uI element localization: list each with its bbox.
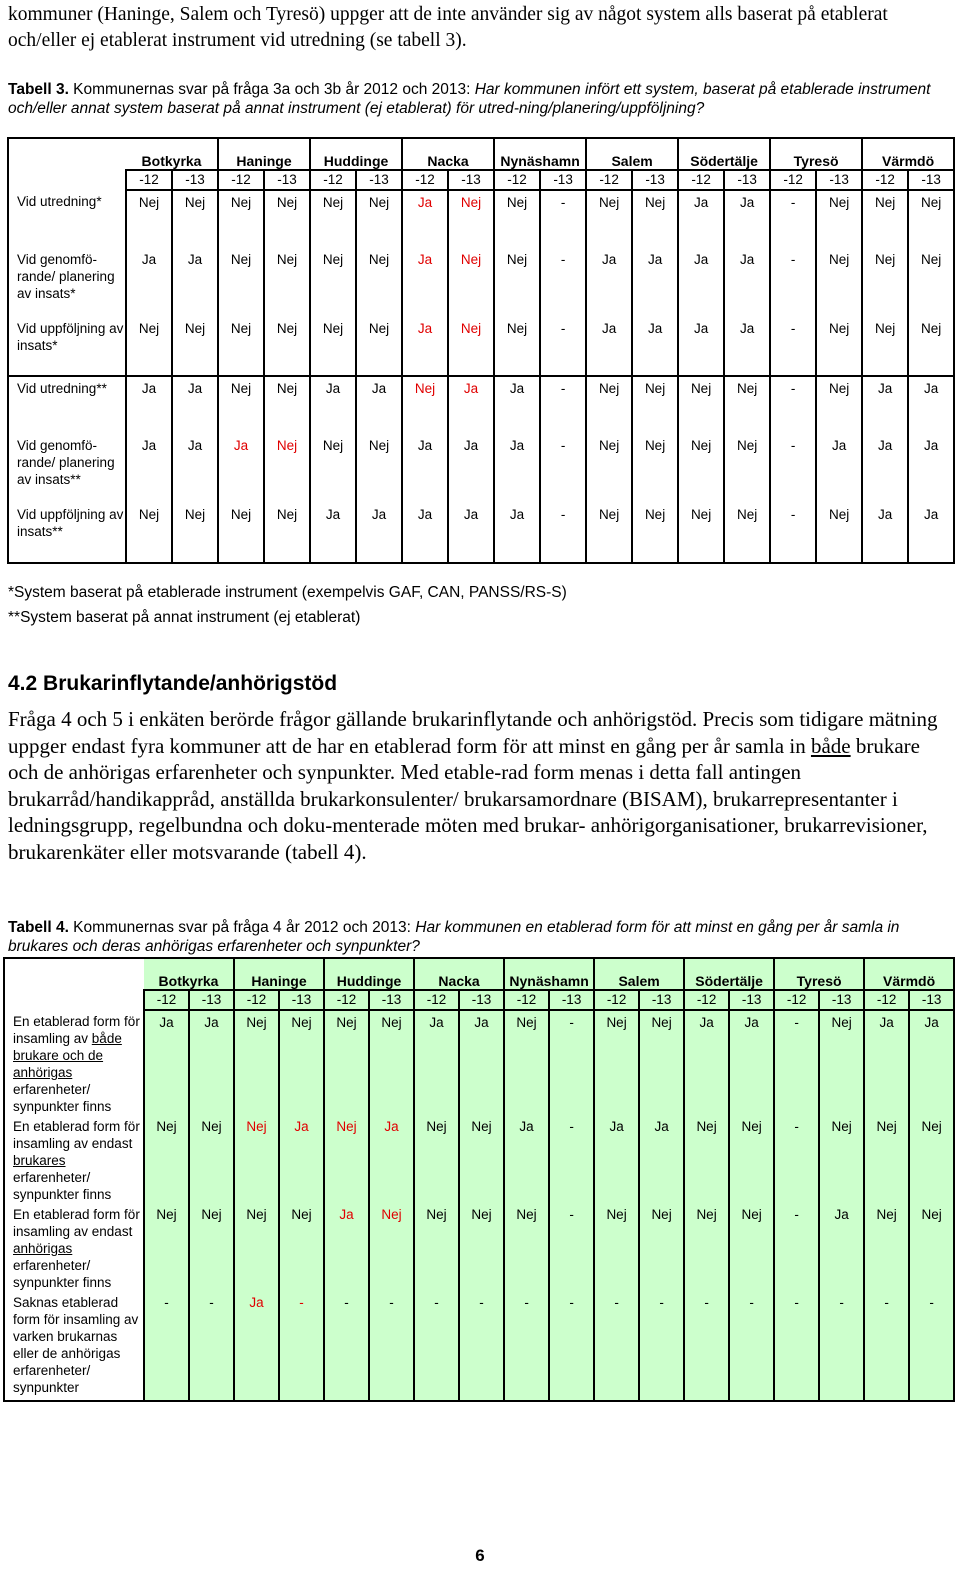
table4-caption-label: Tabell 4. <box>8 919 69 936</box>
table4-municipality-header: Tyresö <box>774 958 864 990</box>
table3-value-cell: Ja <box>172 248 218 317</box>
table4-value-cell: - <box>729 1291 774 1401</box>
table4-value-cell: Nej <box>369 1010 414 1115</box>
table3-value-cell: Nej <box>448 248 494 317</box>
table4-year-header: -13 <box>549 990 594 1010</box>
table3-value-cell: Ja <box>126 248 172 317</box>
table4-row-label-text: erfarenheter/ synpunkter finns <box>13 1170 112 1202</box>
table3-value-cell: - <box>770 248 816 317</box>
table3-data-row <box>8 503 954 563</box>
table4-municipality-header: Haninge <box>234 958 324 990</box>
table3-value-cell: Ja <box>310 376 356 434</box>
body-paragraph <box>8 706 938 865</box>
table4-value-cell: Nej <box>279 1203 324 1291</box>
table4-year-header: -12 <box>234 990 279 1010</box>
table4-value-cell: Nej <box>729 1203 774 1291</box>
table3-value-cell: Nej <box>310 248 356 317</box>
table3-value-cell: Ja <box>862 376 908 434</box>
table4-municipality-header: Nacka <box>414 958 504 990</box>
table3-value-cell: Nej <box>126 317 172 376</box>
table3-value-cell: Nej <box>264 503 310 563</box>
table4-row-label <box>4 1115 144 1203</box>
table3-value-cell: Nej <box>678 503 724 563</box>
table3-value-cell: Ja <box>724 248 770 317</box>
table3-year-header: -13 <box>356 170 402 190</box>
table4-value-cell: Nej <box>459 1203 504 1291</box>
table3-year-header: -13 <box>724 170 770 190</box>
table4-value-cell: Ja <box>234 1291 279 1401</box>
table3-value-cell: Nej <box>494 317 540 376</box>
table3-row-label: Vid uppföljning av insats** <box>8 503 126 563</box>
table3-value-cell: Nej <box>816 503 862 563</box>
table3-value-cell: Ja <box>448 503 494 563</box>
table4-value-cell: - <box>549 1115 594 1203</box>
page-number: 6 <box>475 1546 485 1565</box>
table3-year-header: -12 <box>402 170 448 190</box>
table3-value-cell: Nej <box>264 248 310 317</box>
table4-value-cell: Nej <box>684 1203 729 1291</box>
table4-municipality-header: Botkyrka <box>144 958 234 990</box>
table4-row-label-emphasis: både brukare och de anhörigas <box>13 1031 122 1080</box>
table3-value-cell: Nej <box>356 317 402 376</box>
table4-value-cell: Nej <box>819 1115 864 1203</box>
table4-value-cell: Nej <box>234 1010 279 1115</box>
table4-year-header: -13 <box>189 990 234 1010</box>
table4-value-cell: Ja <box>504 1115 549 1203</box>
table3-value-cell: Nej <box>448 317 494 376</box>
table3-value-cell: Nej <box>862 248 908 317</box>
table4-value-cell: Nej <box>234 1115 279 1203</box>
table4-row-label-text: Saknas etablerad form för insamling av varken brukarnas eller de anhörigas erfarenheter/ synpunkter <box>13 1295 139 1395</box>
table3-value-cell: Nej <box>908 190 954 248</box>
table4-row-label <box>4 1010 144 1115</box>
table3-value-cell: Ja <box>862 503 908 563</box>
table3-value-cell: Nej <box>862 190 908 248</box>
table3-value-cell: Nej <box>586 190 632 248</box>
table4-value-cell: Ja <box>279 1115 324 1203</box>
table4-municipality-row <box>4 958 954 990</box>
table3-year-header: -13 <box>172 170 218 190</box>
table3-value-cell: - <box>540 376 586 434</box>
table4-value-cell: Ja <box>459 1010 504 1115</box>
table4-value-cell: Ja <box>414 1010 459 1115</box>
table4-value-cell: - <box>279 1291 324 1401</box>
table3-value-cell: Ja <box>908 376 954 434</box>
table3-year-header: -12 <box>678 170 724 190</box>
table3-value-cell: Nej <box>218 317 264 376</box>
table3-value-cell: Nej <box>724 503 770 563</box>
table3-value-cell: Ja <box>862 434 908 503</box>
table3-value-cell: Nej <box>310 317 356 376</box>
table3-corner-cell <box>8 138 126 190</box>
table3-value-cell: Ja <box>402 503 448 563</box>
table3-value-cell: Nej <box>310 190 356 248</box>
table3-value-cell: Nej <box>264 376 310 434</box>
table3-municipality-header: Huddinge <box>310 138 402 170</box>
table3-value-cell: Nej <box>218 503 264 563</box>
table3-value-cell: - <box>540 503 586 563</box>
table3-value-cell: Ja <box>172 434 218 503</box>
table3-row-label: Vid uppföljning av insats* <box>8 317 126 376</box>
table4-row-label-emphasis: anhörigas <box>13 1241 73 1256</box>
table3-value-cell: - <box>540 434 586 503</box>
table3-year-header: -12 <box>770 170 816 190</box>
table3-value-cell: Nej <box>126 503 172 563</box>
table4-year-header: -13 <box>369 990 414 1010</box>
table3-row-label: Vid utredning* <box>8 190 126 248</box>
table4-value-cell: Ja <box>864 1010 909 1115</box>
table3-year-header: -13 <box>908 170 954 190</box>
table3-value-cell: Ja <box>494 434 540 503</box>
table3-caption-label: Tabell 3. <box>8 81 69 98</box>
table3-row-label: Vid utredning** <box>8 376 126 434</box>
table4-row-label-text: erfarenheter/ synpunkter finns <box>13 1082 112 1114</box>
table4-value-cell: Nej <box>144 1203 189 1291</box>
section-heading: 4.2 Brukarinflytande/anhörigstöd <box>8 672 338 695</box>
table3-data-row <box>8 376 954 434</box>
table3-value-cell: - <box>540 317 586 376</box>
table4-value-cell: Nej <box>324 1010 369 1115</box>
table3-value-cell: Ja <box>126 434 172 503</box>
table4-value-cell: - <box>504 1291 549 1401</box>
table3-value-cell: Ja <box>494 376 540 434</box>
table3-municipality-header: Nynäshamn <box>494 138 586 170</box>
table3-municipality-header: Södertälje <box>678 138 770 170</box>
table4-value-cell: Nej <box>504 1010 549 1115</box>
table4-year-header: -12 <box>414 990 459 1010</box>
table3-value-cell: Nej <box>264 317 310 376</box>
table4-value-cell: Nej <box>864 1115 909 1203</box>
table3-value-cell: Nej <box>218 376 264 434</box>
table4-value-cell: - <box>549 1291 594 1401</box>
table3-year-header: -13 <box>264 170 310 190</box>
table3-data-row <box>8 434 954 503</box>
table3-value-cell: - <box>770 503 816 563</box>
table4-value-cell: - <box>369 1291 414 1401</box>
table4-value-cell: - <box>189 1291 234 1401</box>
table3-year-header: -13 <box>816 170 862 190</box>
table3-value-cell: Ja <box>632 317 678 376</box>
table4-value-cell: Nej <box>459 1115 504 1203</box>
table3-value-cell: Nej <box>126 190 172 248</box>
table3-value-cell: Ja <box>678 248 724 317</box>
table3-data-row <box>8 248 954 317</box>
table4-municipality-header: Södertälje <box>684 958 774 990</box>
table3-value-cell: Nej <box>816 376 862 434</box>
table4-value-cell: Ja <box>729 1010 774 1115</box>
table4-value-cell: Nej <box>909 1203 954 1291</box>
table3-value-cell: - <box>540 248 586 317</box>
table4-value-cell: Nej <box>189 1115 234 1203</box>
table4-year-header: -13 <box>459 990 504 1010</box>
table3-value-cell: Nej <box>218 190 264 248</box>
table3-row-label: Vid genomfö-rande/ planering av insats** <box>8 434 126 503</box>
table3-value-cell: Ja <box>402 434 448 503</box>
table4-year-header: -13 <box>729 990 774 1010</box>
table4-value-cell: Nej <box>594 1203 639 1291</box>
body-text-part1: Fråga 4 och 5 i enkäten berörde frågor gällande brukarinflytande och anhörigstöd. Precis som tidigare mätning uppger endast fyra kommuner att de har en etablerad form för att minst en gång per år samla in <box>8 707 938 758</box>
table3-value-cell: Ja <box>908 434 954 503</box>
table3-year-header: -12 <box>218 170 264 190</box>
table3-caption-question: Har kommunen infört ett system, baserat på etablerade instrument och/eller annat system baserat på annat instrument (ej etablerat) för utred-ning/planering/uppföljning? <box>8 81 931 117</box>
table3-year-header: -13 <box>540 170 586 190</box>
table4-value-cell: Nej <box>414 1203 459 1291</box>
table4-value-cell: - <box>774 1010 819 1115</box>
table3-value-cell: Nej <box>310 434 356 503</box>
table3-value-cell: Nej <box>586 503 632 563</box>
table3-value-cell: Ja <box>172 376 218 434</box>
table4-year-header: -12 <box>684 990 729 1010</box>
table4-value-cell: Nej <box>414 1115 459 1203</box>
table4-value-cell: Ja <box>639 1115 684 1203</box>
table4-value-cell: - <box>144 1291 189 1401</box>
table4-year-row <box>4 990 954 1010</box>
table4-municipality-header: Nynäshamn <box>504 958 594 990</box>
table3-value-cell: Ja <box>724 317 770 376</box>
table3-value-cell: Ja <box>816 434 862 503</box>
table4-row-label-text: En etablerad form för insamling av endast <box>13 1207 140 1239</box>
table4-year-header: -12 <box>144 990 189 1010</box>
table4-value-cell: - <box>774 1291 819 1401</box>
table3-value-cell: Nej <box>356 190 402 248</box>
table3-value-cell: Nej <box>632 503 678 563</box>
table3-value-cell: Nej <box>402 376 448 434</box>
table3-caption-text: Kommunernas svar på fråga 3a och 3b år 2012 och 2013: <box>68 81 475 98</box>
table4-row-label-emphasis: brukares <box>13 1153 66 1168</box>
table4-value-cell: Nej <box>909 1115 954 1203</box>
table4-municipality-header: Salem <box>594 958 684 990</box>
table3-municipality-header: Haninge <box>218 138 310 170</box>
footnote-other: **System baserat på annat instrument (ej etablerat) <box>8 609 361 626</box>
table3-value-cell: Nej <box>632 190 678 248</box>
table3-value-cell: - <box>770 190 816 248</box>
table3-municipality-header: Värmdö <box>862 138 954 170</box>
table4-value-cell: Nej <box>684 1115 729 1203</box>
table4-value-cell: - <box>774 1203 819 1291</box>
body-text-part2: brukare och de anhörigas erfarenheter och synpunkter. Med etable-rad form menas i detta fall antingen brukarråd/handikappråd, anställda brukarkonsulenter/ brukarsamordnare (BISAM), brukarrepresentanter i ledningsgrupp, regelbundna och doku-menterade möten med brukar- anhörigorganisationer, brukarrevisioner, brukarenkäter eller motsvarande (tabell 4). <box>8 733 928 864</box>
table4 <box>3 957 955 1402</box>
table3-value-cell: Nej <box>494 248 540 317</box>
table3-value-cell: Nej <box>448 190 494 248</box>
table3-municipality-header: Salem <box>586 138 678 170</box>
table4-value-cell: - <box>414 1291 459 1401</box>
table4-value-cell: Nej <box>639 1203 684 1291</box>
table3-value-cell: Ja <box>632 248 678 317</box>
table4-municipality-header: Värmdö <box>864 958 954 990</box>
table3-value-cell: - <box>540 190 586 248</box>
table4-value-cell: Ja <box>684 1010 729 1115</box>
body-text-underlined: både <box>810 733 851 758</box>
table4-value-cell: Nej <box>144 1115 189 1203</box>
table3-value-cell: Nej <box>264 190 310 248</box>
table4-year-header: -12 <box>594 990 639 1010</box>
table3-value-cell: - <box>770 434 816 503</box>
table4-value-cell: - <box>684 1291 729 1401</box>
table3-value-cell: - <box>770 317 816 376</box>
table4-caption-question: Har kommunen en etablerad form för att minst en gång per år samla in brukares och deras anhörigas erfarenheter och synpunkter? <box>8 919 900 955</box>
table4-value-cell: Nej <box>369 1203 414 1291</box>
table3-value-cell: Ja <box>356 503 402 563</box>
table4-value-cell: Nej <box>324 1115 369 1203</box>
table3-value-cell: Nej <box>724 376 770 434</box>
table3-value-cell: Nej <box>678 434 724 503</box>
table3-value-cell: Ja <box>310 503 356 563</box>
table4-value-cell: Ja <box>819 1203 864 1291</box>
intro-paragraph: kommuner (Haninge, Salem och Tyresö) uppger att de inte använder sig av något system alls baserat på etablerat och/eller ej etablerat instrument vid utredning (se tabell 3). <box>8 4 888 51</box>
table3-value-cell: Ja <box>126 376 172 434</box>
footnote-established: *System baserat på etablerade instrument (exempelvis GAF, CAN, PANSS/RS-S) <box>8 584 567 601</box>
table4-row-label-text: En etablerad form för insamling av <box>13 1014 140 1046</box>
table3-value-cell: Nej <box>816 317 862 376</box>
table3-row-label: Vid genomfö-rande/ planering av insats* <box>8 248 126 317</box>
table4-row-label-text: erfarenheter/ synpunkter finns <box>13 1258 112 1290</box>
table4-municipality-header: Huddinge <box>324 958 414 990</box>
table4-year-header: -12 <box>504 990 549 1010</box>
table3-year-row <box>8 170 954 190</box>
table4-value-cell: - <box>549 1203 594 1291</box>
table4-value-cell: Ja <box>324 1203 369 1291</box>
table3-value-cell: Nej <box>724 434 770 503</box>
table3-data-row <box>8 317 954 376</box>
table3-value-cell: Nej <box>862 317 908 376</box>
table4-caption-text: Kommunernas svar på fråga 4 år 2012 och 2013: <box>68 919 416 936</box>
table3-value-cell: Nej <box>264 434 310 503</box>
table3 <box>7 137 955 564</box>
table3-value-cell: Nej <box>172 317 218 376</box>
table3-value-cell: Nej <box>632 434 678 503</box>
table3-value-cell: Ja <box>586 317 632 376</box>
table4-caption <box>8 918 948 956</box>
table3-value-cell: Ja <box>678 190 724 248</box>
table3-year-header: -12 <box>126 170 172 190</box>
table3-municipality-row <box>8 138 954 170</box>
table3-municipality-header: Nacka <box>402 138 494 170</box>
table3-value-cell: Ja <box>586 248 632 317</box>
table4-data-row <box>4 1291 954 1401</box>
table3-value-cell: Nej <box>218 248 264 317</box>
table3-value-cell: Ja <box>678 317 724 376</box>
table4-data-row <box>4 1203 954 1291</box>
table3-value-cell: Nej <box>816 248 862 317</box>
table3-year-header: -12 <box>494 170 540 190</box>
table3-year-header: -12 <box>862 170 908 190</box>
table3-value-cell: - <box>770 376 816 434</box>
table4-value-cell: Nej <box>639 1010 684 1115</box>
table4-data-row <box>4 1010 954 1115</box>
table4-value-cell: Nej <box>189 1203 234 1291</box>
table3-municipality-header: Tyresö <box>770 138 862 170</box>
table3-value-cell: Ja <box>908 503 954 563</box>
table3-value-cell: Ja <box>218 434 264 503</box>
table3-year-header: -13 <box>448 170 494 190</box>
table3-value-cell: Nej <box>908 317 954 376</box>
table4-data-row <box>4 1115 954 1203</box>
table3-year-header: -12 <box>586 170 632 190</box>
table3-year-header: -13 <box>632 170 678 190</box>
table3-value-cell: Nej <box>356 434 402 503</box>
table4-year-header: -12 <box>324 990 369 1010</box>
table4-year-header: -13 <box>909 990 954 1010</box>
table3-value-cell: Nej <box>632 376 678 434</box>
table4-value-cell: Nej <box>819 1010 864 1115</box>
table4-value-cell: - <box>459 1291 504 1401</box>
table3-municipality-header: Botkyrka <box>126 138 218 170</box>
table4-value-cell: Ja <box>909 1010 954 1115</box>
table4-value-cell: Nej <box>234 1203 279 1291</box>
table4-value-cell: - <box>819 1291 864 1401</box>
table4-year-header: -13 <box>279 990 324 1010</box>
table3-value-cell: Ja <box>356 376 402 434</box>
table4-value-cell: Nej <box>594 1010 639 1115</box>
table4-value-cell: - <box>639 1291 684 1401</box>
table3-value-cell: Nej <box>356 248 402 317</box>
table3-value-cell: Ja <box>724 190 770 248</box>
table4-value-cell: Ja <box>144 1010 189 1115</box>
table4-value-cell: Ja <box>189 1010 234 1115</box>
table3-value-cell: Ja <box>494 503 540 563</box>
table4-value-cell: - <box>594 1291 639 1401</box>
table3-value-cell: Nej <box>586 434 632 503</box>
table3-data-row <box>8 190 954 248</box>
table3-caption <box>8 80 948 118</box>
table4-value-cell: - <box>324 1291 369 1401</box>
table3-value-cell: Ja <box>402 317 448 376</box>
table4-value-cell: - <box>774 1115 819 1203</box>
table3-value-cell: Nej <box>172 190 218 248</box>
table4-value-cell: Ja <box>594 1115 639 1203</box>
table4-corner-cell <box>4 958 144 1010</box>
table3-value-cell: Nej <box>816 190 862 248</box>
table4-row-label <box>4 1203 144 1291</box>
table3-value-cell: Nej <box>678 376 724 434</box>
table4-value-cell: - <box>864 1291 909 1401</box>
table4-value-cell: Ja <box>369 1115 414 1203</box>
table4-year-header: -12 <box>864 990 909 1010</box>
table4-row-label-text: En etablerad form för insamling av endast <box>13 1119 140 1151</box>
table4-value-cell: - <box>549 1010 594 1115</box>
table4-year-header: -12 <box>774 990 819 1010</box>
table3-value-cell: Ja <box>448 376 494 434</box>
table3-value-cell: Ja <box>448 434 494 503</box>
table4-value-cell: Nej <box>729 1115 774 1203</box>
table4-value-cell: Nej <box>504 1203 549 1291</box>
table4-row-label <box>4 1291 144 1401</box>
table4-value-cell: Nej <box>279 1010 324 1115</box>
table3-value-cell: Nej <box>908 248 954 317</box>
table4-value-cell: Nej <box>864 1203 909 1291</box>
table4-value-cell: - <box>909 1291 954 1401</box>
table4-year-header: -13 <box>639 990 684 1010</box>
table3-value-cell: Nej <box>586 376 632 434</box>
table3-value-cell: Nej <box>172 503 218 563</box>
table3-value-cell: Ja <box>402 190 448 248</box>
table4-year-header: -13 <box>819 990 864 1010</box>
table3-value-cell: Ja <box>402 248 448 317</box>
table3-value-cell: Nej <box>494 190 540 248</box>
table3-year-header: -12 <box>310 170 356 190</box>
